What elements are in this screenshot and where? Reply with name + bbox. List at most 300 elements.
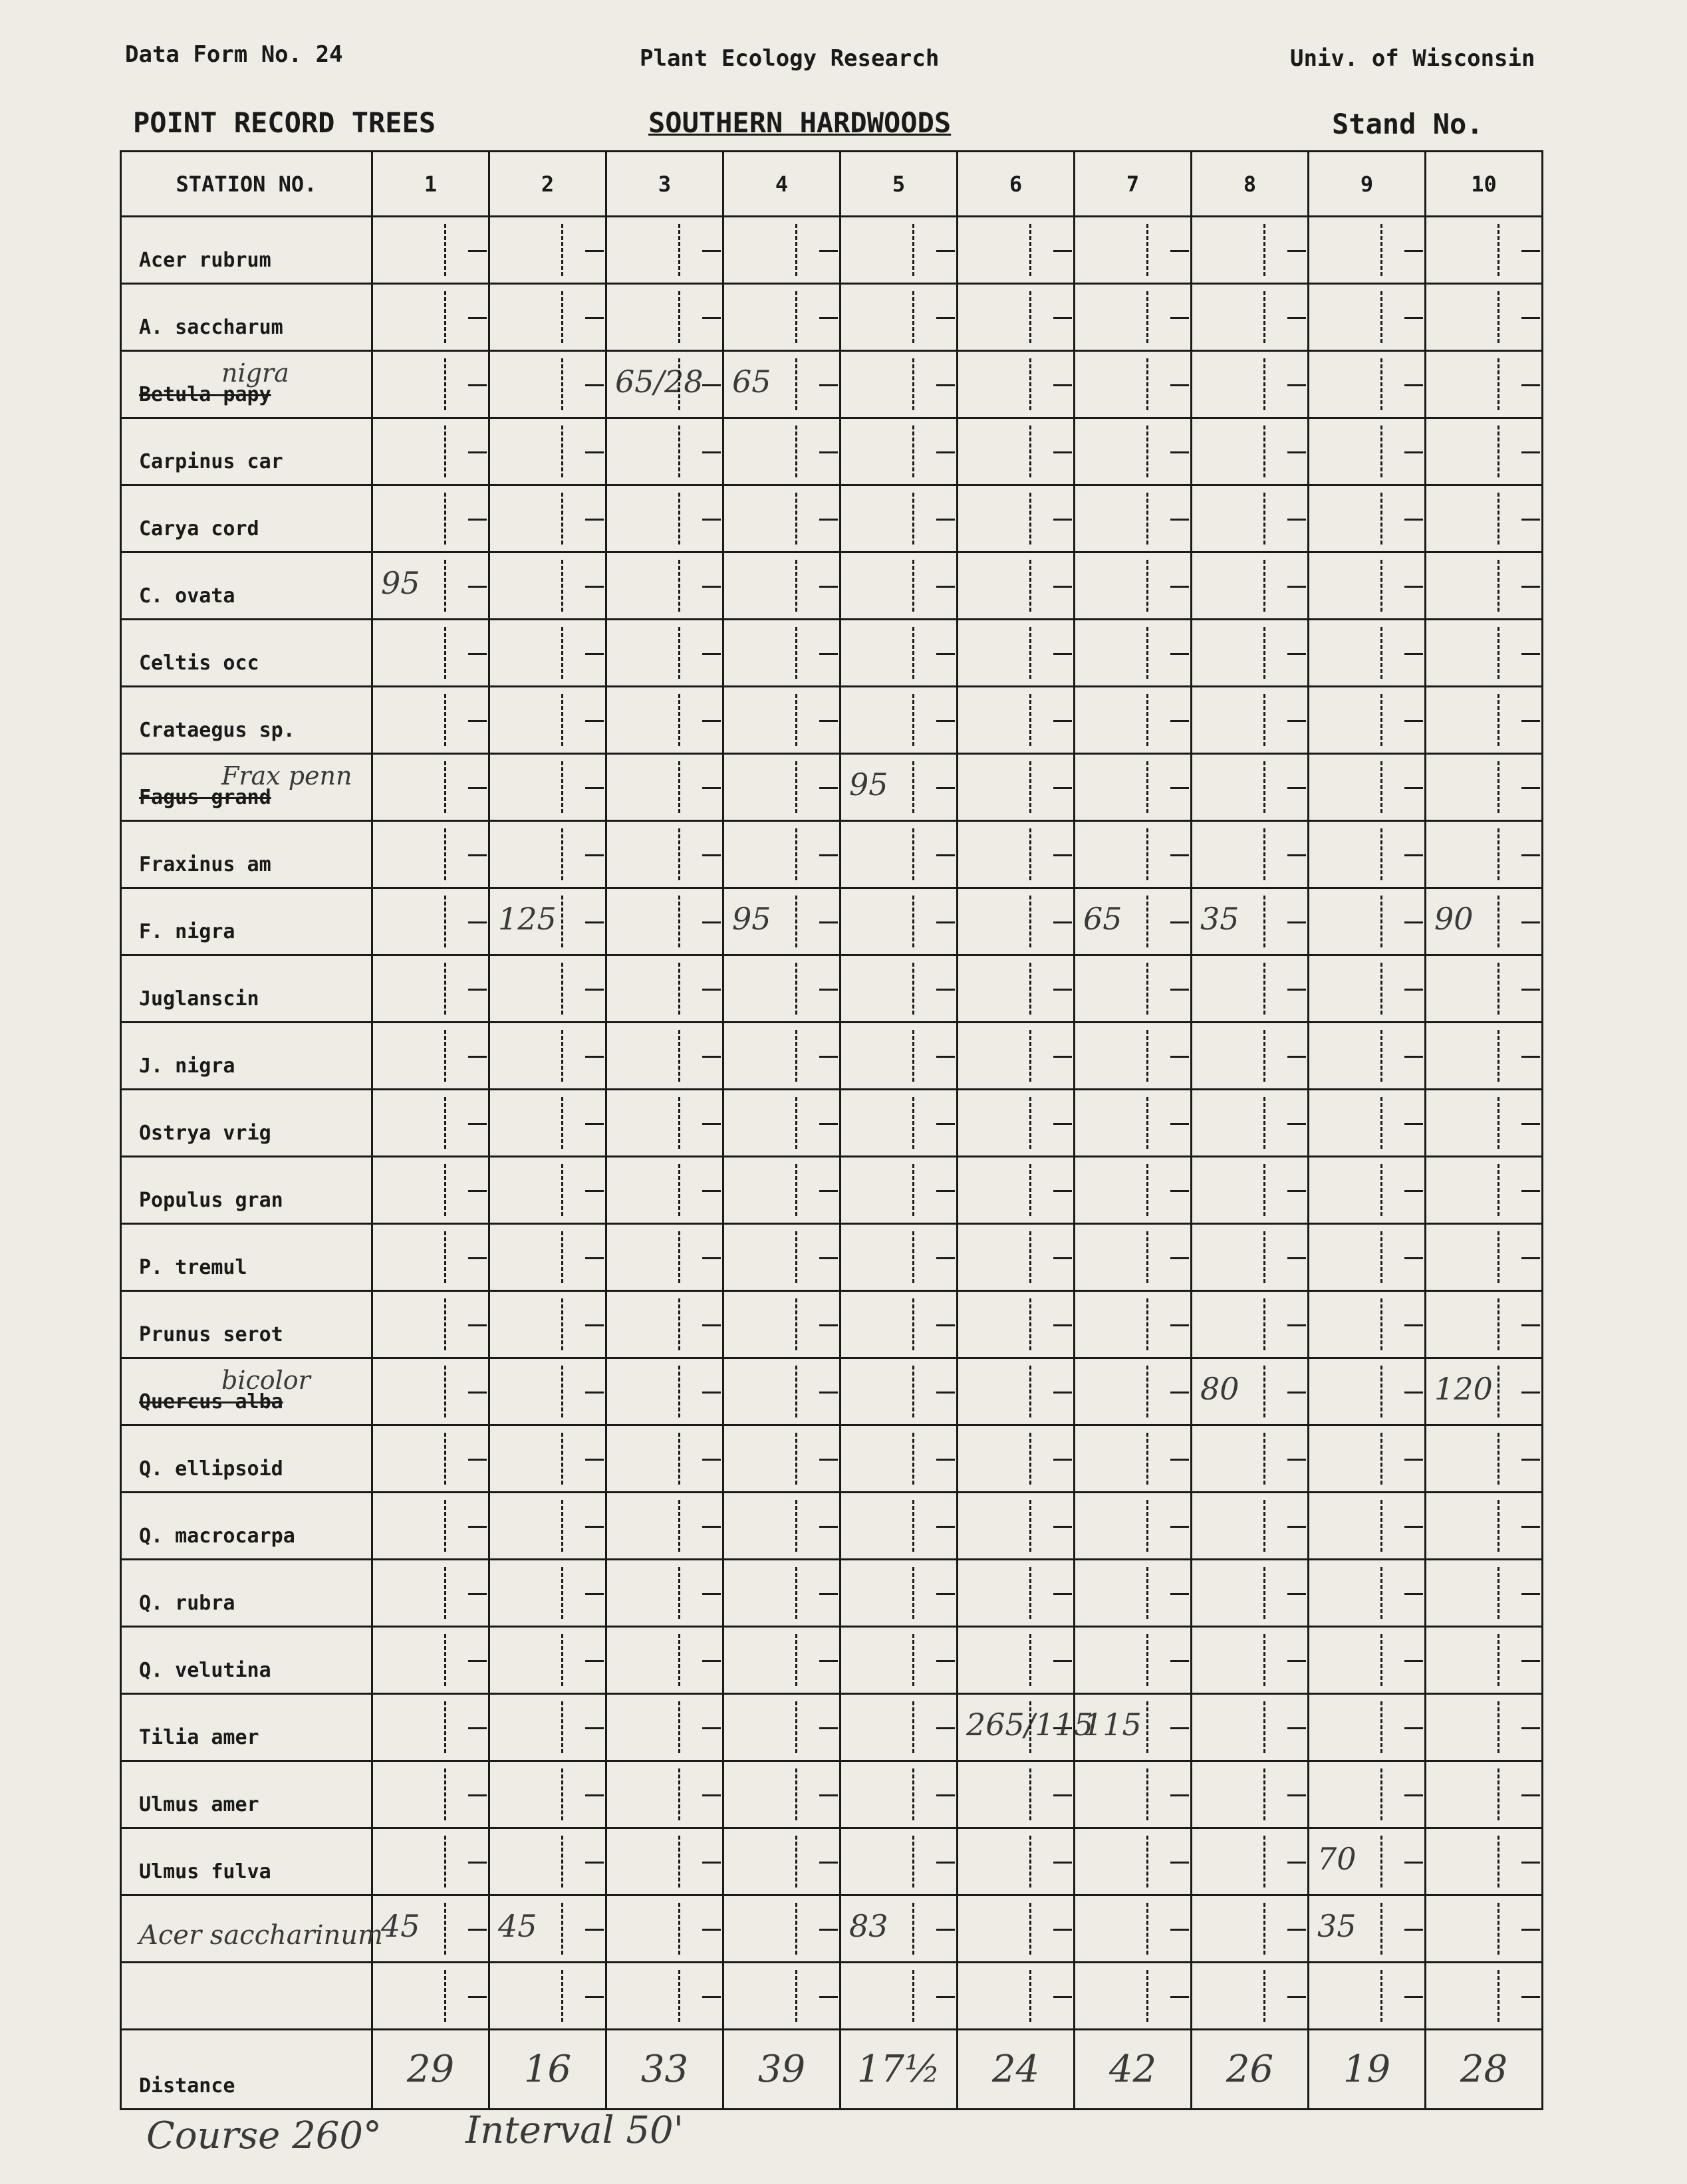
species-row [121,888,1543,955]
measurement-cell [1192,754,1309,821]
species-name: Fagus grand [139,786,271,809]
measurement-cell [723,418,841,485]
species-name: Crataegus sp. [139,719,295,742]
measurement-cell [958,1694,1094,1761]
measurement-cell [958,1627,1075,1694]
measurement-cell [606,1023,723,1090]
distance-value: 17½ [841,2030,958,2110]
measurement-cell [723,620,841,687]
measurement-cell [1426,754,1543,821]
station-header-9: 9 [1309,152,1426,217]
measurement-cell [1075,1761,1192,1828]
measurement-cell [372,1224,489,1291]
measurement-cell [489,821,606,888]
measurement-cell [723,1694,841,1761]
measurement-cell [489,620,606,687]
species-name: C. ovata [139,584,235,608]
measurement-cell [958,351,1075,418]
species-label-cell [121,485,372,552]
measurement-cell [489,1627,606,1694]
measurement-cell [1075,1291,1192,1358]
measurement-cell [606,888,723,955]
distance-value: 26 [1192,2030,1309,2110]
measurement-cell [1309,687,1426,754]
course-note: Course 260° [146,2114,382,2157]
measurement-cell [958,1560,1075,1627]
measurement-cell [489,1090,606,1157]
measurement-cell [489,351,606,418]
station-header-row [121,152,1543,217]
species-name: Ulmus fulva [139,1860,271,1883]
measurement-cell [489,552,606,620]
measurement-cell [723,821,841,888]
species-label-cell [121,821,372,888]
measurement-cell [1309,552,1426,620]
measurement-cell [723,1963,841,2030]
species-name: Populus gran [139,1189,283,1212]
species-row [121,1895,1543,1963]
measurement-cell [1309,284,1426,351]
measurement-cell [841,1291,958,1358]
measurement-cell [841,1425,958,1493]
measurement-cell [1075,1157,1192,1224]
species-label-cell [121,1963,372,2030]
measurement-cell [1309,1224,1426,1291]
measurement-cell [489,1828,606,1895]
measurement-cell [1309,1425,1426,1493]
species-correction-note: nigra [221,358,289,388]
measurement-cell [1075,217,1192,284]
species-row [121,485,1543,552]
measurement-cell [606,687,723,754]
species-correction-note: bicolor [221,1366,311,1395]
measurement-cell [1192,1425,1309,1493]
measurement-cell [372,552,489,620]
species-label-cell [121,1090,372,1157]
species-row [121,955,1543,1023]
measurement-cell [1192,888,1309,955]
measurement-cell [723,351,841,418]
measurement-cell [1309,1157,1426,1224]
measurement-cell [1426,1761,1543,1828]
species-row [121,1761,1543,1828]
measurement-cell [841,888,958,955]
measurement-cell [1426,1828,1543,1895]
measurement-cell [606,1358,723,1425]
measurement-cell [606,1291,723,1358]
distance-value: 29 [372,2030,489,2110]
species-label-cell [121,1493,372,1560]
measurement-cell [1075,552,1192,620]
measurement-cell [1192,1023,1309,1090]
measurement-cell [1075,1963,1192,2030]
measurement-cell [1192,418,1309,485]
measurement-cell [1075,1493,1192,1560]
measurement-cell [1075,1358,1192,1425]
measurement-cell [841,1358,958,1425]
measurement-cell [372,485,489,552]
measurement-cell [1309,1023,1426,1090]
species-row [121,620,1543,687]
interval-note: Interval 50' [465,2109,684,2152]
measurement-cell [489,485,606,552]
measurement-cell [1192,1090,1309,1157]
measurement-cell [489,217,606,284]
measurement-cell [1426,217,1543,284]
measurement-cell [1426,1627,1543,1694]
measurement-cell [1192,284,1309,351]
measurement-value: 65/28 [615,364,704,400]
measurement-cell [841,1828,958,1895]
measurement-cell [1426,1358,1543,1425]
measurement-cell [841,351,958,418]
measurement-cell [1075,1895,1192,1963]
measurement-cell [723,1224,841,1291]
measurement-cell [1075,620,1192,687]
measurement-cell [958,1023,1075,1090]
measurement-cell [1309,1761,1426,1828]
measurement-cell [372,821,489,888]
measurement-cell [606,1963,723,2030]
measurement-cell [1192,1560,1309,1627]
species-correction-note: Frax penn [221,761,352,790]
distance-value: 33 [606,2030,723,2110]
measurement-value: 70 [1317,1841,1357,1877]
measurement-cell [841,955,958,1023]
species-row [121,1694,1543,1761]
measurement-cell [1192,217,1309,284]
measurement-cell [1192,351,1309,418]
measurement-cell [723,217,841,284]
species-name: Q. rubra [139,1592,235,1615]
measurement-cell [372,1694,489,1761]
measurement-cell [1426,620,1543,687]
station-number-header: STATION NO. [121,152,372,217]
measurement-cell [489,418,606,485]
measurement-cell [1192,955,1309,1023]
measurement-cell [606,620,723,687]
station-header-3: 3 [606,152,723,217]
measurement-cell [606,1493,723,1560]
measurement-cell [723,1627,841,1694]
measurement-cell [723,1090,841,1157]
measurement-cell [372,687,489,754]
measurement-cell [723,1828,841,1895]
distance-value: 39 [723,2030,841,2110]
species-label-cell [121,418,372,485]
measurement-cell [606,217,723,284]
measurement-cell [372,1090,489,1157]
measurement-cell [606,351,723,418]
measurement-cell [1192,1358,1309,1425]
measurement-cell [1075,1425,1192,1493]
species-label-cell [121,284,372,351]
measurement-cell [958,552,1075,620]
measurement-cell [1426,888,1543,955]
measurement-cell [372,955,489,1023]
species-label-cell [121,1560,372,1627]
measurement-cell [1075,418,1192,485]
measurement-cell [958,1493,1075,1560]
species-name: Q. macrocarpa [139,1524,295,1548]
measurement-cell [606,418,723,485]
measurement-cell [1075,351,1192,418]
species-name: P. tremul [139,1256,247,1279]
measurement-cell [606,1627,723,1694]
measurement-cell [1309,217,1426,284]
measurement-cell [723,485,841,552]
measurement-cell [958,1090,1075,1157]
measurement-cell [841,552,958,620]
measurement-cell [1309,754,1426,821]
measurement-value: 65 [1083,901,1122,937]
measurement-cell [958,1291,1075,1358]
species-row [121,1425,1543,1493]
measurement-cell [489,1023,606,1090]
distance-value: 24 [958,2030,1075,2110]
species-row [121,1963,1543,2030]
measurement-cell [1309,821,1426,888]
measurement-cell [841,1560,958,1627]
distance-value: 16 [489,2030,606,2110]
measurement-cell [841,687,958,754]
measurement-cell [1075,955,1192,1023]
measurement-value: 35 [1200,901,1239,937]
species-rows [121,217,1543,2110]
measurement-value: 120 [1434,1371,1493,1407]
measurement-cell [1075,1224,1192,1291]
measurement-cell [1075,1828,1192,1895]
measurement-cell [489,754,606,821]
species-name: Betula papy [139,383,271,406]
measurement-cell [958,821,1075,888]
measurement-cell [372,1023,489,1090]
measurement-value: 83 [849,1908,888,1944]
measurement-cell [1309,620,1426,687]
measurement-cell [841,754,958,821]
distance-value: 19 [1309,2030,1426,2110]
measurement-cell [841,1627,958,1694]
distance-label: Distance [121,2030,372,2110]
measurement-cell [958,955,1075,1023]
measurement-cell [958,1224,1075,1291]
measurement-cell [1426,1090,1543,1157]
measurement-cell [723,1560,841,1627]
measurement-cell [1426,1425,1543,1493]
measurement-cell [958,217,1075,284]
measurement-cell [489,284,606,351]
measurement-cell [958,418,1075,485]
species-name: Carya cord [139,517,259,541]
species-name: Fraxinus am [139,853,271,876]
species-row [121,821,1543,888]
measurement-cell [1075,1694,1192,1761]
measurement-cell [1192,1157,1309,1224]
measurement-cell [958,1963,1075,2030]
species-label-cell [121,687,372,754]
measurement-cell [1309,1963,1426,2030]
university-title: Univ. of Wisconsin [1290,45,1535,72]
species-label-cell [121,1627,372,1694]
measurement-value: 95 [381,565,420,601]
distance-value: 42 [1075,2030,1192,2110]
species-name: Q. velutina [139,1659,271,1682]
measurement-cell [1192,1761,1309,1828]
distance-row [121,2030,1543,2110]
species-label-cell [121,955,372,1023]
species-row [121,687,1543,754]
measurement-cell [372,1560,489,1627]
species-label-cell [121,1157,372,1224]
measurement-cell [841,217,958,284]
measurement-value: 80 [1200,1371,1239,1407]
measurement-cell [1075,1023,1192,1090]
measurement-cell [1309,1895,1426,1963]
measurement-cell [1426,1493,1543,1560]
measurement-cell [723,1761,841,1828]
measurement-cell [958,284,1075,351]
measurement-value: 115 [1083,1707,1142,1743]
measurement-cell [1426,485,1543,552]
species-name: Acer rubrum [139,249,271,272]
species-label-cell [121,351,372,418]
measurement-cell [372,284,489,351]
species-name: Quercus alba [139,1390,283,1413]
measurement-cell [372,1963,489,2030]
species-label-cell [121,1761,372,1828]
measurement-cell [372,1157,489,1224]
tree-record-table [120,150,1543,2110]
species-label-cell [121,1895,383,1963]
measurement-cell [1309,1627,1426,1694]
measurement-cell [958,1157,1075,1224]
measurement-cell [958,754,1075,821]
measurement-cell [723,1023,841,1090]
species-row [121,1627,1543,1694]
measurement-cell [1075,888,1192,955]
measurement-cell [606,1761,723,1828]
species-row [121,1493,1543,1560]
form-number: Data Form No. 24 [125,41,343,68]
research-title: Plant Ecology Research [640,45,940,72]
measurement-cell [1309,485,1426,552]
species-name: Q. ellipsoid [139,1457,283,1481]
measurement-cell [606,955,723,1023]
species-row [121,284,1543,351]
measurement-cell [841,1157,958,1224]
measurement-cell [489,1761,606,1828]
measurement-cell [1309,418,1426,485]
measurement-value: 125 [498,901,557,937]
measurement-cell [489,1963,606,2030]
measurement-cell [372,1828,489,1895]
measurement-cell [1192,1627,1309,1694]
measurement-cell [958,1425,1075,1493]
measurement-cell [372,1493,489,1560]
measurement-cell [372,620,489,687]
species-name: Juglanscin [139,987,259,1011]
measurement-cell [841,284,958,351]
measurement-cell [1192,1895,1309,1963]
measurement-cell [1309,1560,1426,1627]
measurement-value: 90 [1434,901,1474,937]
measurement-cell [1075,821,1192,888]
species-row [121,552,1543,620]
measurement-cell [1309,1493,1426,1560]
species-label-cell [121,754,372,821]
measurement-cell [606,1828,723,1895]
stand-type-title: SOUTHERN HARDWOODS [648,106,952,139]
measurement-cell [1426,418,1543,485]
measurement-cell [372,1627,489,1694]
measurement-cell [489,687,606,754]
species-row [121,1023,1543,1090]
measurement-cell [723,888,841,955]
measurement-cell [1426,351,1543,418]
measurement-cell [372,1761,489,1828]
species-name: Tilia amer [139,1726,259,1749]
measurement-cell [372,418,489,485]
measurement-cell [841,1694,958,1761]
measurement-value: 95 [849,767,888,802]
measurement-cell [1426,284,1543,351]
species-name: Celtis occ [139,652,259,675]
species-label-cell [121,888,372,955]
measurement-cell [958,1828,1075,1895]
species-row [121,1157,1543,1224]
measurement-cell [372,1358,489,1425]
measurement-cell [606,1157,723,1224]
measurement-cell [606,1224,723,1291]
measurement-cell [841,418,958,485]
measurement-cell [1309,1694,1426,1761]
measurement-cell [723,1895,841,1963]
measurement-cell [1426,1694,1543,1761]
measurement-cell [958,888,1075,955]
measurement-cell [1192,552,1309,620]
measurement-cell [1309,888,1426,955]
species-name: A. saccharum [139,316,283,339]
measurement-cell [723,1358,841,1425]
measurement-cell [606,1694,723,1761]
measurement-cell [1192,1291,1309,1358]
measurement-cell [1192,1493,1309,1560]
measurement-cell [723,284,841,351]
measurement-cell [841,485,958,552]
species-name: J. nigra [139,1054,235,1078]
species-row [121,418,1543,485]
measurement-value: 35 [1317,1908,1357,1944]
species-row [121,351,1543,418]
species-label-cell [121,1694,372,1761]
measurement-cell [958,485,1075,552]
measurement-cell [1192,821,1309,888]
species-label-cell [121,1828,372,1895]
stand-number-label: Stand No. [1332,108,1484,140]
measurement-cell [841,1224,958,1291]
measurement-cell [1426,1963,1543,2030]
record-type-title: POINT RECORD TREES [133,106,436,139]
measurement-cell [489,1493,606,1560]
measurement-cell [958,687,1075,754]
measurement-cell [841,1963,958,2030]
measurement-cell [958,1358,1075,1425]
species-name: Ulmus amer [139,1793,259,1816]
measurement-cell [606,485,723,552]
measurement-value: 95 [732,901,771,937]
species-name: Ostrya vrig [139,1122,271,1145]
species-name: Carpinus car [139,450,283,473]
